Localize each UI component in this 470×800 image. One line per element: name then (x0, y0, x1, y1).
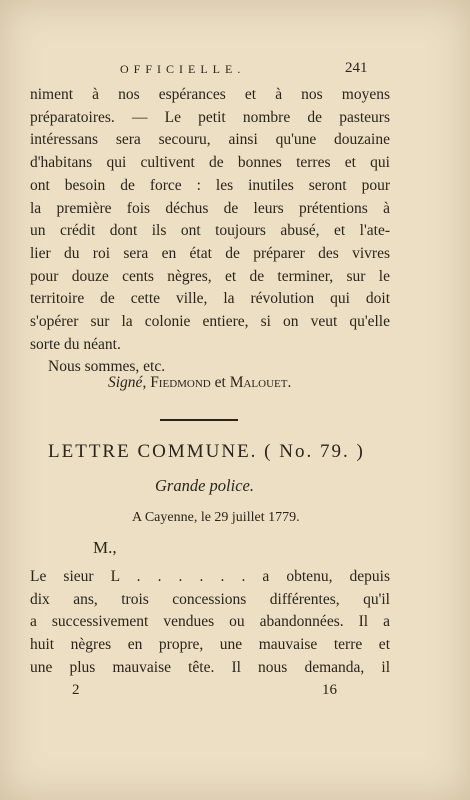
letter-dateline: A Cayenne, le 29 juillet 1779. (132, 510, 300, 525)
running-head (0, 62, 470, 82)
signature-mark: 2 (72, 682, 80, 698)
text-line: pour douze cents nègres, et de terminer, sur le (30, 267, 390, 285)
signature-conjunction: et (210, 374, 230, 391)
text-line: un crédit dont ils ont toujours abusé, et l'ate- (30, 222, 390, 240)
closing-formula: Nous sommes, etc. (48, 358, 166, 376)
text-line: a successivement vendues ou abandonnées. Il a (30, 613, 390, 631)
text-line: dix ans, trois concessions différentes, qu'il (30, 590, 390, 608)
letter-heading: LETTRE COMMUNE. ( No. 79. ) (48, 441, 365, 462)
text-line: d'habitans qui cultivent de bonnes terres et qui (30, 154, 390, 172)
signature-separator: , (142, 374, 151, 391)
text-line: niment à nos espérances et à nos moyens (30, 86, 390, 103)
text-line: territoire de cette ville, la révolution qui doit (30, 290, 390, 308)
text-line: Le sieur L . . . . . . a obtenu, depuis (30, 568, 390, 585)
text-line: préparatoires. — Le petit nombre de pasteurs (30, 108, 390, 126)
text-line: intéressans sera secouru, ainsi qu'une douzaine (30, 131, 390, 149)
text-line: lier du roi sera en état de préparer des vivres (30, 244, 390, 262)
letter-subheading: Grande police. (155, 476, 254, 495)
page-number: 241 (345, 60, 368, 76)
signatory-name: Malouet. (229, 374, 292, 391)
signatory-name: Fiedmond (150, 374, 211, 391)
text-line: une plus mauvaise tête. Il nous demanda, il (30, 658, 390, 676)
continuation-text (30, 84, 390, 379)
running-head-title: OFFICIELLE. (120, 62, 246, 76)
text-line: sorte du néant. (30, 335, 121, 353)
section-divider (160, 419, 238, 421)
text-line: ont besoin de force : les inutiles seront pour (30, 176, 390, 194)
text-line: la première fois déchus de leurs prétentions à (30, 199, 390, 217)
signed-label: Signé (108, 374, 143, 391)
text-line: s'opérer sur la colonie entiere, si on veut qu'elle (30, 313, 390, 331)
letter-salutation: M., (93, 538, 117, 557)
signature-line (108, 374, 291, 392)
letter-body (30, 566, 390, 680)
gathering-mark: 16 (322, 682, 337, 698)
text-line: huit nègres en propre, une mauvaise terre et (30, 636, 390, 654)
